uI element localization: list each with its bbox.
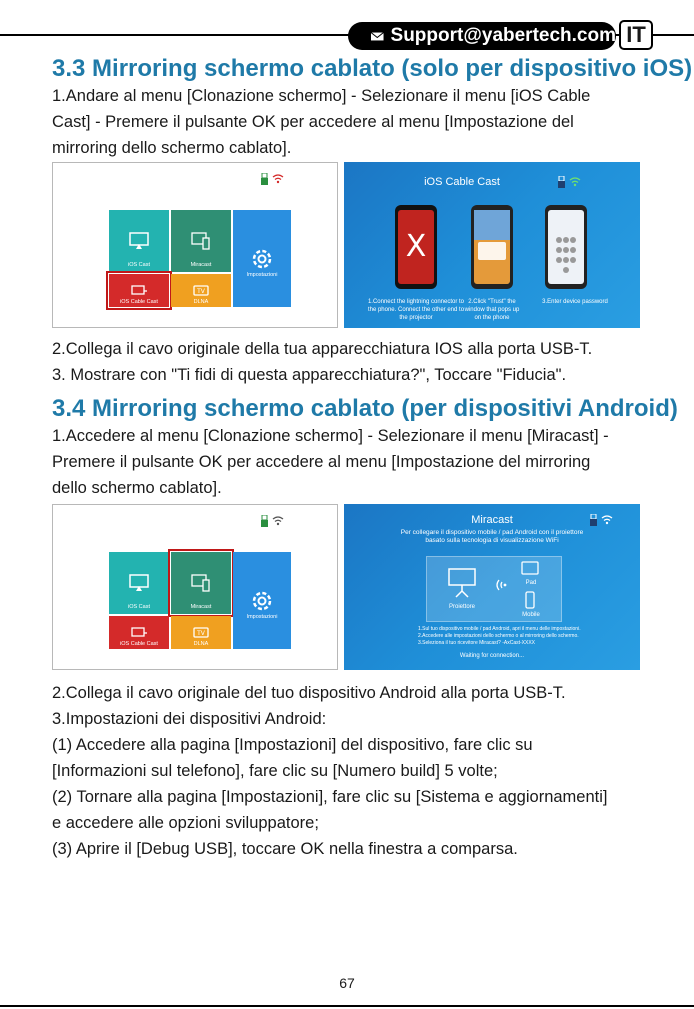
- menu-screenshot-android: [52, 504, 338, 670]
- tile-dlna[interactable]: [171, 616, 231, 649]
- tile-ios-cable-cast[interactable]: [109, 274, 169, 307]
- svg-text:TV: TV: [197, 629, 205, 637]
- miracast-instructions: [418, 626, 628, 647]
- usb-icon: [261, 515, 268, 527]
- section2-steps: [52, 680, 652, 862]
- section1-intro: [52, 83, 652, 161]
- miracast-icon: [191, 232, 211, 250]
- tile-label: DLNA: [193, 641, 209, 647]
- mobile-label: Mobile: [522, 612, 540, 618]
- cast-screen-icon: [129, 232, 149, 250]
- status-icons: [261, 173, 284, 185]
- header-bar: [0, 22, 694, 50]
- text-line: (2) Tornare alla pagina [Impostazioni], fare clic su [Sistema e aggiornamenti]: [52, 788, 608, 806]
- language-badge: IT: [619, 20, 653, 50]
- instruction-line: 1.Sul tuo dispositivo mobile / pad Android, apri il menu delle impostazioni.: [418, 626, 581, 632]
- wireless-signal-icon: [493, 577, 509, 593]
- tile-ios-cast[interactable]: [109, 552, 169, 614]
- waiting-status: Waiting for connection...: [459, 653, 525, 659]
- tile-label: iOS Cable Cast: [120, 641, 158, 647]
- phone-password-illustration: [544, 204, 588, 290]
- tile-label: iOS Cast: [127, 262, 150, 268]
- tile-ios-cable-cast[interactable]: [109, 616, 169, 649]
- tv-icon: [193, 627, 209, 639]
- mail-icon: [370, 29, 385, 44]
- usb-icon: [261, 173, 268, 185]
- svg-text:X: X: [405, 229, 427, 264]
- section-heading-ios: 3.3 Mirroring schermo cablato (solo per dispositivo iOS): [52, 55, 693, 82]
- text-line: mirroring dello schermo cablato].: [52, 139, 292, 157]
- menu-screenshot-ios: [52, 162, 338, 328]
- text-line: 1.Accedere al menu [Clonazione schermo] - Selezionare il menu [Miracast] -: [52, 427, 609, 445]
- footer-rule: [0, 1005, 694, 1007]
- tile-label: Miracast: [190, 604, 212, 610]
- text-line: dello schermo cablato].: [52, 479, 222, 497]
- phone3-caption: 3.Enter device password: [542, 299, 608, 305]
- tv-icon: [193, 285, 209, 297]
- miracast-subtitle: [354, 529, 630, 545]
- text-line: (3) Aprire il [Debug USB], toccare OK nella finestra a comparsa.: [52, 840, 518, 858]
- status-icons: [558, 176, 581, 188]
- cable-screen-icon: [131, 285, 147, 297]
- wifi-icon: [272, 174, 284, 184]
- text-line: 3.Impostazioni dei dispositivi Android:: [52, 710, 327, 728]
- status-icons: [261, 515, 284, 527]
- projector-screen-icon: [447, 567, 477, 599]
- tile-dlna[interactable]: [171, 274, 231, 307]
- tile-ios-cast[interactable]: [109, 210, 169, 272]
- mobile-phone-icon: [525, 591, 535, 609]
- screen-title: iOS Cable Cast: [424, 176, 500, 188]
- text-line: Cast] - Premere il pulsante OK per accedere al menu [Impostazione del: [52, 113, 574, 131]
- text-line: [Informazioni sul telefono], fare clic su [Numero build] 5 volte;: [52, 762, 498, 780]
- instruction-line: 2.Accedere alle impostazioni dello schermo o al mirroring dello schermo.: [418, 633, 579, 639]
- text-line: (1) Accedere alla pagina [Impostazioni] del dispositivo, fare clic su: [52, 736, 533, 754]
- status-icons: [590, 514, 613, 526]
- usb-icon: [558, 176, 565, 188]
- gear-icon: [250, 247, 274, 271]
- section-heading-android: 3.4 Mirroring schermo cablato (per dispositivi Android): [52, 395, 678, 422]
- text-line: 2.Collega il cavo originale della tua apparecchiatura IOS alla porta USB-T.: [52, 340, 593, 358]
- projector-label: Proiettore: [448, 604, 475, 610]
- text-line: e accedere alle opzioni sviluppatore;: [52, 814, 319, 832]
- pad-label: Pad: [525, 580, 537, 586]
- miracast-screen: [344, 504, 640, 670]
- wifi-icon: [569, 177, 581, 187]
- tile-label: Miracast: [190, 262, 212, 268]
- phone1-caption: 1.Connect the lightning connector to the phone. Connect the other end to the projector: [367, 299, 465, 321]
- tile-label: iOS Cast: [127, 604, 150, 610]
- page-number: 67: [339, 975, 355, 991]
- tile-miracast[interactable]: [171, 552, 231, 614]
- cable-screen-icon: [131, 627, 147, 639]
- support-email-badge: [348, 22, 616, 50]
- svg-text:TV: TV: [197, 287, 205, 295]
- support-email: Support@yabertech.com: [390, 25, 616, 46]
- tile-miracast[interactable]: [171, 210, 231, 272]
- subtitle-line: basato sulla tecnologia di visualizzazione WiFi: [425, 537, 559, 544]
- instruction-line: 3.Seleziona il tuo ricevitore Miracast? -AxCast-XXXX: [418, 640, 535, 646]
- text-line: Premere il pulsante OK per accedere al menu [Impostazione del mirroring: [52, 453, 591, 471]
- tile-label: Impostazioni: [246, 272, 278, 278]
- cast-screen-icon: [129, 574, 149, 592]
- miracast-icon: [191, 574, 211, 592]
- wifi-icon: [272, 516, 284, 526]
- text-line: 3. Mostrare con "Ti fidi di questa apparecchiatura?", Toccare "Fiducia".: [52, 366, 567, 384]
- tile-settings[interactable]: [233, 552, 291, 649]
- tile-settings[interactable]: [233, 210, 291, 307]
- gear-icon: [250, 589, 274, 613]
- phone-x-illustration: [394, 204, 438, 290]
- wifi-icon: [601, 515, 613, 525]
- ios-cable-cast-screen: [344, 162, 640, 328]
- tile-label: iOS Cable Cast: [120, 299, 158, 305]
- usb-icon: [590, 514, 597, 526]
- tile-label: Impostazioni: [246, 614, 278, 620]
- connection-diagram: [426, 556, 562, 622]
- text-line: 1.Andare al menu [Clonazione schermo] - Selezionare il menu [iOS Cable: [52, 87, 591, 105]
- section1-steps: [52, 336, 652, 388]
- section2-intro: [52, 423, 652, 501]
- phone-trust-illustration: [470, 204, 514, 290]
- tablet-icon: [521, 561, 539, 575]
- screen-title: Miracast: [471, 514, 513, 526]
- tile-label: DLNA: [193, 299, 209, 305]
- phone2-caption: 2.Click "Trust" the window that pops up on the phone: [464, 299, 520, 321]
- text-line: 2.Collega il cavo originale del tuo dispositivo Android alla porta USB-T.: [52, 684, 566, 702]
- subtitle-line: Per collegare il dispositivo mobile / pad Android con il proiettore: [400, 529, 584, 536]
